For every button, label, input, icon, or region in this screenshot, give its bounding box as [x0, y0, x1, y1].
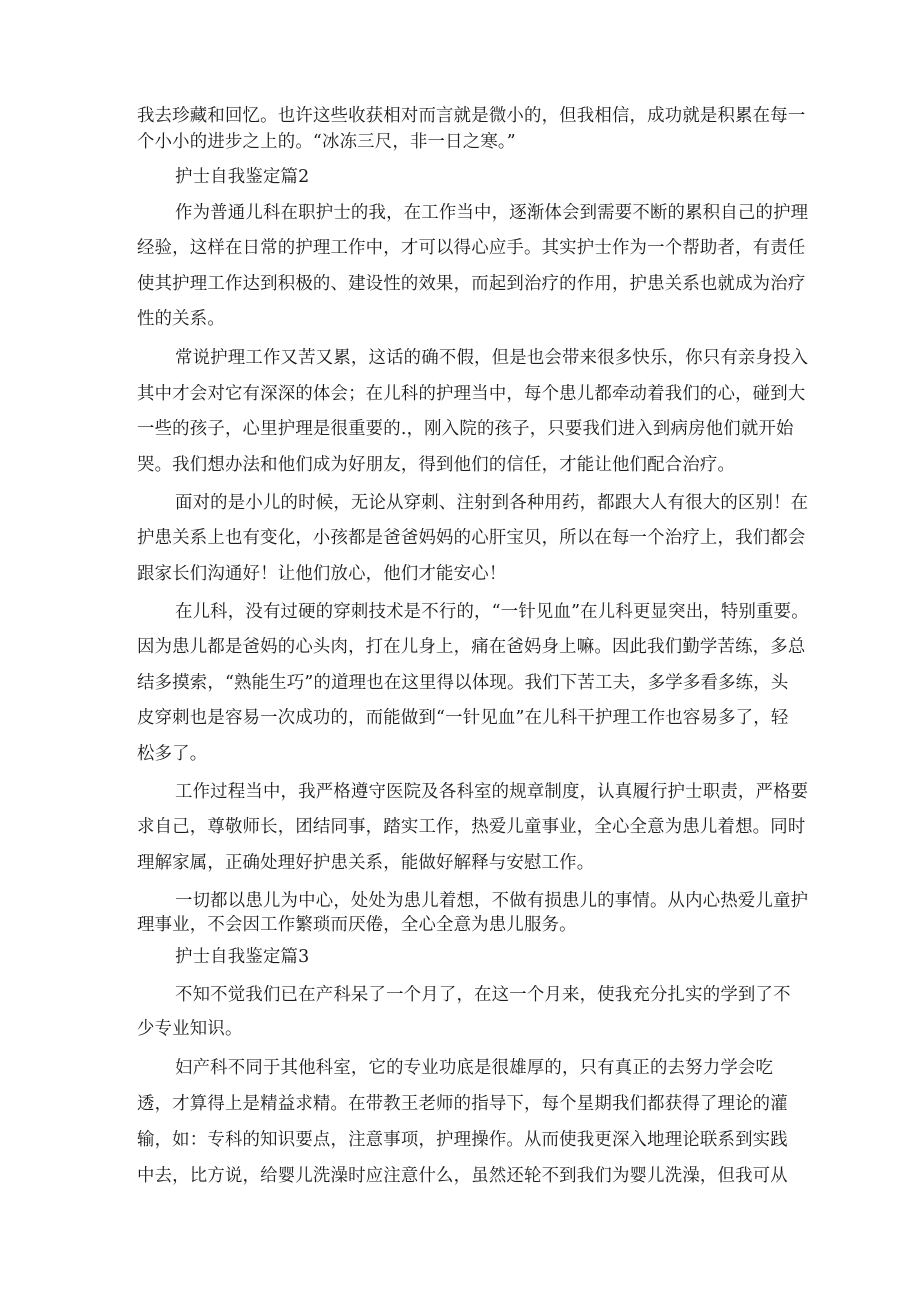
text-line: 一切都以患儿为中心，处处为患儿着想，不做有损患儿的事情。从内心热爱儿童护: [175, 891, 809, 911]
text-line: 经验，这样在日常的护理工作中，才可以得心应手。其实护士作为一个帮助者，有责任: [137, 238, 806, 258]
text-line: 求自己，尊敬师长，团结同事，踏实工作，热爱儿童事业，全心全意为患儿着想。同时: [137, 817, 806, 837]
text-line: 工作过程当中，我严格遵守医院及各科室的规章制度，认真履行护士职责，严格要: [175, 782, 809, 802]
text-line: 皮穿刺也是容易一次成功的，而能做到“一针见血”在儿科干护理工作也容易多了，轻: [137, 708, 789, 728]
text-line: 输，如：专科的知识要点，注意事项，护理操作。从而使我更深入地理论联系到实践: [137, 1130, 788, 1150]
text-line: 其中才会对它有深深的体会；在儿科的护理当中，每个患儿都牵动着我们的心，碰到大: [137, 384, 806, 404]
text-line: 跟家长们沟通好！让他们放心，他们才能安心！: [137, 564, 507, 584]
text-line: 作为普通儿科在职护士的我，在工作当中，逐渐体会到需要不断的累积自己的护理: [175, 203, 809, 223]
text-line: 一些的孩子，心里护理是很重要的.，刚入院的孩子，只要我们进入到病房他们就开始: [137, 419, 794, 439]
text-line: 中去，比方说，给婴儿洗澡时应注意什么，虽然还轮不到我们为婴儿洗澡，但我可从: [137, 1166, 788, 1186]
text-line: 少专业知识。: [137, 1019, 243, 1039]
text-line: 理事业，不会因工作繁琐而厌倦，全心全意为患儿服务。: [137, 915, 577, 935]
text-line: 理解家属，正确处理好护患关系，能做好解释与安慰工作。: [137, 853, 595, 873]
text-line: 哭。我们想办法和他们成为好朋友，得到他们的信任，才能让他们配合治疗。: [137, 455, 736, 475]
text-line: 透，才算得上是精益求精。在带教王老师的指导下，每个星期我们都获得了理论的灌: [137, 1094, 788, 1114]
text-line: 结多摸索，“熟能生巧”的道理也在这里得以体现。我们下苦工夫，多学多看多练，头: [137, 673, 789, 693]
section-heading: 护士自我鉴定篇3: [175, 947, 310, 967]
text-line: 个小小的进步之上的。“冰冻三尺，非一日之寒。”: [137, 132, 516, 152]
text-line: 妇产科不同于其他科室，它的专业功底是很雄厚的，只有真正的去努力学会吃: [175, 1058, 774, 1078]
text-line: 松多了。: [137, 744, 208, 764]
text-line: 面对的是小儿的时候，无论从穿刺、注射到各种用药，都跟大人有很大的区别！在: [175, 493, 809, 513]
text-line: 在儿科，没有过硬的穿刺技术是不行的，“一针见血”在儿科更显突出，特别重要。: [175, 602, 809, 622]
section-heading: 护士自我鉴定篇2: [175, 167, 310, 187]
text-line: 我去珍藏和回忆。也许这些收获相对而言就是微小的，但我相信，成功就是积累在每一: [137, 106, 806, 126]
text-line: 性的关系。: [137, 309, 225, 329]
text-line: 常说护理工作又苦又累，这话的确不假，但是也会带来很多快乐，你只有亲身投入: [175, 348, 809, 368]
text-line: 护患关系上也有变化，小孩都是爸爸妈妈的心肝宝贝，所以在每一个治疗上，我们都会: [137, 528, 806, 548]
text-line: 不知不觉我们已在产科呆了一个月了，在这一个月来，使我充分扎实的学到了不: [175, 985, 791, 1005]
text-line: 使其护理工作达到积极的、建设性的效果，而起到治疗的作用，护患关系也就成为治疗: [137, 274, 806, 294]
text-line: 因为患儿都是爸妈的心头肉，打在儿身上，痛在爸妈身上嘛。因此我们勤学苦练，多总: [137, 637, 806, 657]
